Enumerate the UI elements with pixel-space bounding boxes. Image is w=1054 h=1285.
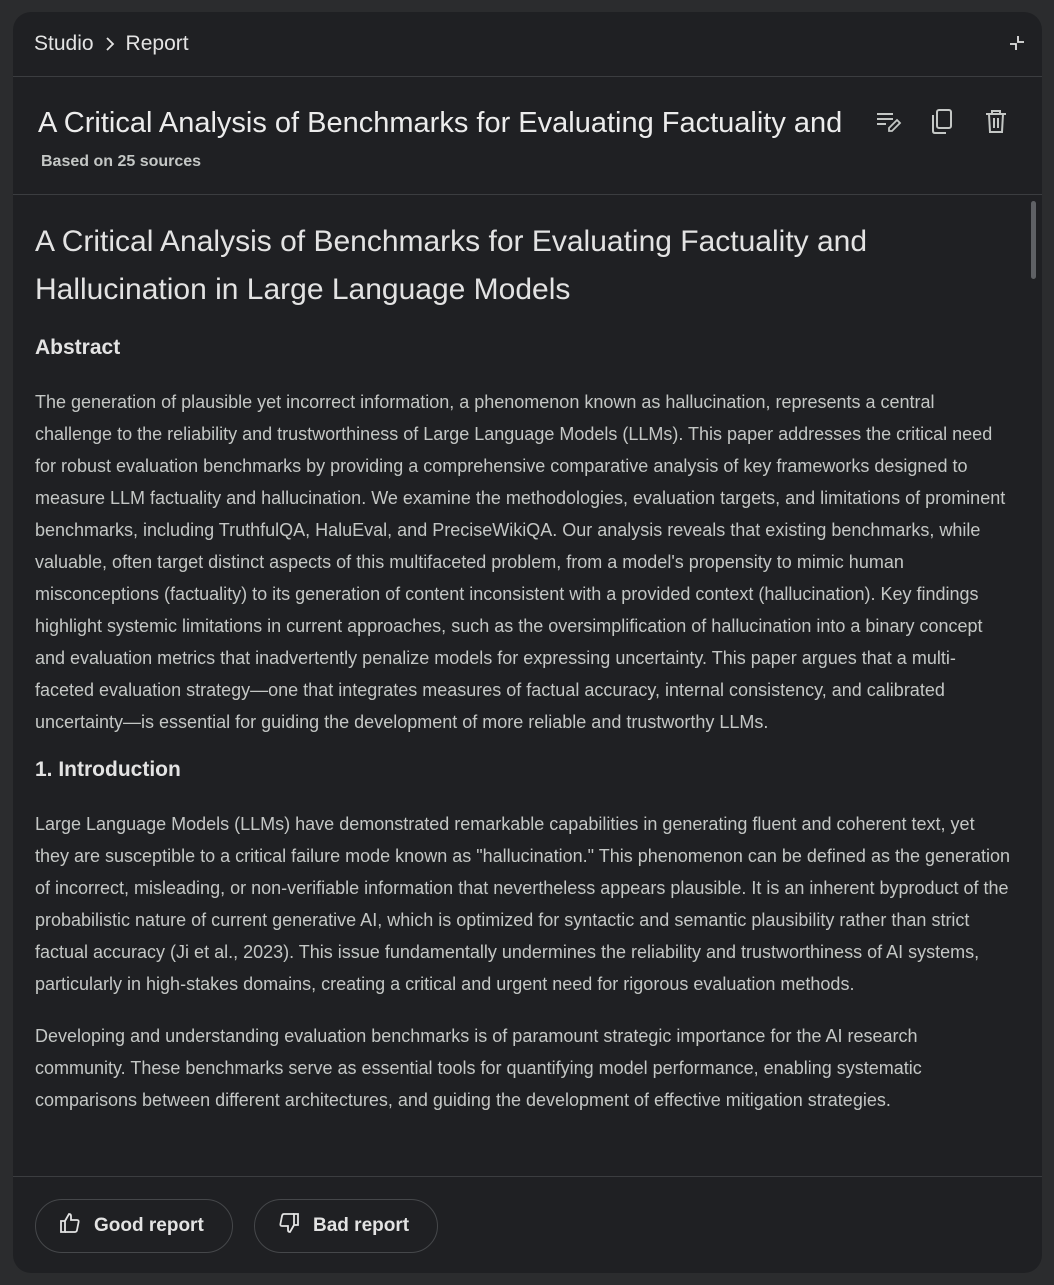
introduction-paragraph-1: Large Language Models (LLMs) have demonstrated remarkable capabilities in generating fluent and coherent text, yet they are susceptible to a critical failure mode known as "hallucination." This phenomenon can be defined as the generation of incorrect, misleading, or non-verifiable information that nevertheless appears plausible. It is an inherent byproduct of the probabilistic nature of current generative AI, which is optimized for syntactic and semantic plausibility rather than strict factual accuracy (Ji et al., 2023). This issue fundamentally undermines the reliability and trustworthiness of AI systems, particularly in high-stakes domains, creating a critical and urgent need for rigorous evaluation methods. [35, 814, 1011, 994]
chevron-right-icon [102, 36, 118, 52]
good-report-button[interactable] [35, 1199, 233, 1253]
breadcrumb [34, 32, 189, 56]
copy-icon [928, 107, 956, 140]
copy-button[interactable] [926, 107, 958, 139]
top-bar [13, 12, 1042, 77]
trash-icon [982, 107, 1010, 140]
feedback-bar [13, 1176, 1042, 1273]
good-report-label: Good report [94, 1215, 204, 1236]
introduction-heading: 1. Introduction [35, 758, 181, 781]
report-title: A Critical Analysis of Benchmarks for Evaluating Factuality and [38, 107, 843, 139]
document-title: A Critical Analysis of Benchmarks for Evaluating Factuality and Hallucination in Large Language Models [35, 225, 868, 306]
report-header [13, 77, 1042, 195]
bad-report-label: Bad report [313, 1215, 410, 1236]
breadcrumb-report: Report [125, 32, 189, 55]
delete-button[interactable] [980, 107, 1012, 139]
collapse-button[interactable] [1006, 34, 1028, 56]
thumbs-down-icon [277, 1211, 301, 1241]
abstract-heading: Abstract [35, 336, 121, 359]
scrollbar-thumb[interactable] [1031, 201, 1036, 279]
report-panel [13, 12, 1042, 1273]
breadcrumb-studio[interactable]: Studio [34, 32, 94, 55]
bad-report-button[interactable] [254, 1199, 438, 1253]
collapse-icon [1008, 34, 1026, 57]
abstract-paragraph: The generation of plausible yet incorrect information, a phenomenon known as hallucination, represents a central challenge to the reliability and trustworthiness of Large Language Models (LLMs). This paper addresses the critical need for robust evaluation benchmarks by providing a comprehensive comparative analysis of key frameworks designed to measure LLM factuality and hallucination. We examine the methodologies, evaluation targets, and limitations of prominent benchmarks, including TruthfulQA, HaluEval, and PreciseWikiQA. Our analysis reveals that existing benchmarks, while valuable, often target distinct aspects of this multifaceted problem, from a model's propensity to mimic human misconceptions (factuality) to its generation of content inconsistent with a provided context (hallucination). Key findings highlight systemic limitations in current approaches, such as the oversimplification of hallucination into a binary concept and evaluation metrics that inadvertently penalize models for expressing uncertainty. This paper argues that a multi-faceted evaluation strategy—one that integrates measures of factual accuracy, internal consistency, and calibrated uncertainty—is essential for guiding the development of more reliable and trustworthy LLMs. [35, 392, 1006, 732]
report-content[interactable] [13, 196, 1042, 1176]
introduction-paragraph-2: Developing and understanding evaluation benchmarks is of paramount strategic importance for the AI research community. These benchmarks serve as essential tools for quantifying model performance, enabling systematic comparisons between different architectures, and guiding the development of effective mitigation strategies. [35, 1026, 922, 1110]
report-actions [872, 107, 1012, 139]
edit-button[interactable] [872, 107, 904, 139]
sources-count: Based on 25 sources [41, 153, 202, 170]
edit-notes-icon [874, 107, 902, 140]
thumbs-up-icon [58, 1211, 82, 1241]
